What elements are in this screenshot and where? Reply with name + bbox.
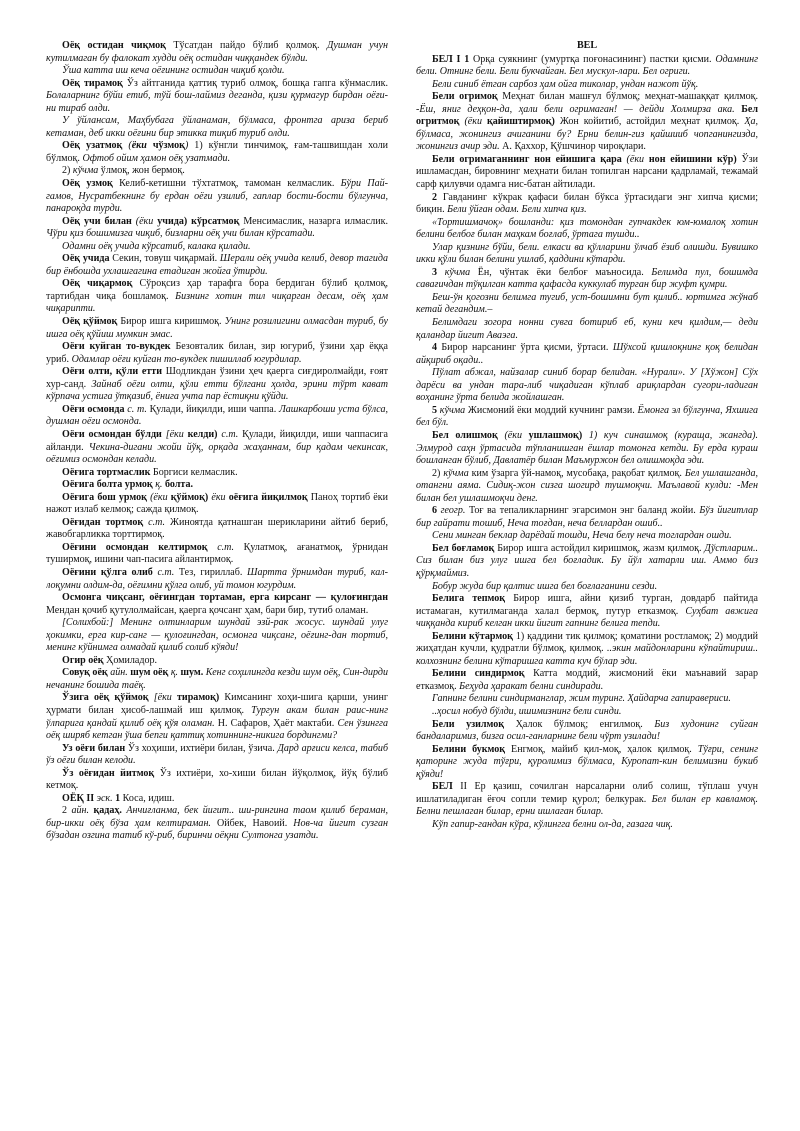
paragraph-fragment: Улар қизнинг бўйи, бели. елкаси ва қўлларини ўлчаб ёзиб олишди. Бувишко икки қўли билан белини ушлаб, қаддини кўтарди. [416,241,758,266]
dictionary-paragraph [46,793,388,806]
dictionary-paragraph [416,581,758,594]
dictionary-paragraph [416,192,758,217]
paragraph-fragment: Одамлар оёғи куйган то-вукдек пишиллаб югурдилар. [71,353,302,365]
dictionary-paragraph [46,65,388,78]
paragraph-fragment: Биз худонинг суйган бандаларимиз, бизга осил-ганларнинг бели чўрт узилади! [416,718,758,743]
paragraph-fragment: Белини синдирмоқ Катта моддий, жисмоний ёки маънавий зарар етказмоқ. [416,668,758,692]
paragraph-fragment: Беш-ўн қогозни белимга тугиб, уст-бошимни бут қилиб.. юртимга жўнаб кетай дегандим.– [416,291,758,316]
dictionary-paragraph [46,140,388,165]
paragraph-fragment: Белимдаги зогора нонни сувга ботириб еб, куни кеч қилдим,— деди қаландар йигит Аваэга. [416,317,758,341]
dictionary-paragraph [416,530,758,543]
paragraph-fragment: Кенг соҳилингда кезди шум оёқ, Син-дирди нечанинг бошида таёқ. [46,667,388,691]
paragraph-fragment: У ўйлансам, Маҳбубага ўйланаман, бўлмаса, фронтга ариза бериб кетаман, деб икки оёғини бир этикка тиқиб туриб олди. [46,115,388,139]
paragraph-fragment: Тўғри, сенинг қаторинг жуда тўғри, қуролимиз бўлмаса, Куропат-кин белимизни букиб қўяди! [416,743,758,780]
paragraph-fragment: Оёғи олти, қўли етти Шодликдан ўзини ҳеч қаерга сиғдиролмайди, ғоят хур-санд. [46,366,388,390]
paragraph-fragment: Оёғи куйган то-вукдек Безовталик билан, зир югуриб, ўзини ҳар ёққа уриб. [46,341,388,365]
paragraph-fragment: Оёғини осмондан келтирмоқ с.т. Қулатмоқ, ағанатмоқ, ўрнидан туширмоқ, ишини чап-пасига айлантирмоқ. [46,541,388,566]
dictionary-paragraph [416,242,758,267]
dictionary-paragraph [46,429,388,467]
paragraph-fragment: Белини букмоқ Енгмоқ, майиб қил-моқ, ҳалок қилмоқ. [432,743,698,755]
dictionary-paragraph [46,768,388,793]
dictionary-paragraph [46,115,388,140]
dictionary-paragraph [46,165,388,178]
paragraph-fragment: -Ёш, яниг деҳқон-да, ҳали бели огримаган! — дейди Холмирза ака. [416,103,735,115]
paragraph-fragment: Зайнаб оёғи олти, қўли етти бўлгани ҳолда, эрини тўрт кават кўрпача устига ўтқазиб, ёнига учта пар ёстиқни қўйди. [46,378,388,403]
dictionary-paragraph [46,592,388,617]
dictionary-paragraph [416,781,758,819]
dictionary-paragraph [416,593,758,631]
dictionary-paragraph [416,430,758,468]
dictionary-paragraph [416,91,758,154]
paragraph-fragment: Оёғига тортмаслик Боргиси келмаслик. [62,466,238,478]
dictionary-paragraph [416,819,758,832]
paragraph-fragment: Ўзига оёқ қўймоқ [ёки тирамоқ) Кимсанинг хоҳи-шига қарши, унинг ҳурмати билан ҳисоб-лашмай иш қилмоқ. [46,692,388,716]
right-column [416,40,758,1118]
paragraph-fragment: Офтоб ойим ҳамон оёқ узатмади. [82,152,231,164]
dictionary-paragraph [416,505,758,530]
dictionary-paragraph [46,404,388,429]
paragraph-fragment: [Солихбой:] Менинг олтинларим шундай эзй-рак жосус. шундай улуг ҳокимки, ерга кир-санг — қулоғингдан, осмонга чиқсанг, оёғинг-дан тортиб, менинг кўйнимга олмадай қилиб солиб кўяди! [46,617,388,654]
paragraph-fragment: Гапнинг белини синдирманглар, жим туринг. Ҳайдарча гапиравериси. [432,693,731,705]
paragraph-fragment: 2) [62,165,73,177]
paragraph-fragment: Оёғидан тортмоқ с.т. Жиноятда қатнашган шерикларини айтиб бериб, жавобгарликка торттирмоқ. [46,516,388,541]
dictionary-paragraph [416,693,758,706]
dictionary-paragraph [416,217,758,242]
paragraph-fragment: Бизнинг хотин тил чиқарган десам, оёқ ҳам чиқарипти. [46,290,388,315]
dictionary-paragraph [416,54,758,79]
paragraph-fragment: Оёғи осмонда с. т. Қулади, йиқилди, иши чаппа. [62,403,279,415]
paragraph-fragment: Одамнинг бели. Отнинг бели. Бели букчайган. Бел мускул-лари. Бел огриги. [416,53,758,78]
paragraph-fragment: Суҳбат авжига чиққанда кириб келган икки йигит гапнинг белига тепди. [416,605,758,630]
paragraph-fragment: кўчма ким ўзарга ўй-намоқ, мусобақа, рақобат қилмоқ. [443,467,685,479]
dictionary-paragraph [416,405,758,430]
dictionary-paragraph [46,253,388,278]
dictionary-paragraph [46,479,388,492]
paragraph-fragment: 5 [432,404,438,416]
dictionary-paragraph [416,367,758,405]
dictionary-paragraph [416,267,758,292]
paragraph-fragment: геогр. Тоғ ва тепаликларнинг эгарсимон энг баланд жойи. [440,505,700,517]
paragraph-fragment: Пўлат абжал, найзалар синиб борар белидан. «Нурали». У [Хўжон] Сўх дарёси ва ундан тара-либ чиқадиган кўплаб ариқлардан сугори-ладиган воҳанинг ўрта белида жойлашган. [416,367,758,404]
paragraph-fragment: Белига тепмоқ Бирор ишга, айни қизиб турган, довдарб пайтида истамаган, кутилмаганда халал бермоқ, путур етказмоқ. [416,593,758,617]
paragraph-fragment: кўчма ўлмоқ, жон бермоқ. [72,165,185,177]
dictionary-paragraph [46,178,388,216]
dictionary-paragraph [46,517,388,542]
paragraph-fragment: Бели узилмоқ Ҳалок бўлмоқ; енгилмоқ. [432,718,655,730]
dictionary-paragraph [416,719,758,744]
dictionary-paragraph [46,743,388,768]
dictionary-paragraph [46,692,388,742]
dictionary-paragraph [46,316,388,341]
paragraph-fragment: айн. қадаҳ. [71,805,122,817]
paragraph-fragment: Беҳуда ҳаракат белни синдиради. [459,680,604,692]
paragraph-fragment: 2 [62,805,72,817]
dictionary-paragraph [416,706,758,719]
paragraph-fragment: Совуқ оёқ айн. шум оёқ қ. шум. [62,667,204,679]
dictionary-paragraph [46,492,388,517]
paragraph-fragment: Одамни оёқ учида кўрсатиб, калака қилади. [62,240,251,252]
paragraph-fragment: Бели синиб ётган сарбоз ҳам ойга тиколар, ундан нажот йўқ. [432,78,699,90]
paragraph-fragment: Оёқ чиқармоқ Сўроқсиз ҳар тарафга бора бердиган бўлиб қолмоқ, тартибдан чиқа бошламоқ. [46,278,388,302]
paragraph-fragment: Душман учун кутилмаган бу фалокат худди оёқ остидан чиққандек бўлди. [46,40,388,64]
paragraph-fragment: Шўхсой қишлоқнинг қоқ белидан айқириб оқади.. [416,342,758,366]
dictionary-paragraph [46,40,388,65]
paragraph-fragment: Шерали оёқ учида келиб, девор тагида бир ёнбошда ухлашгагина етадиган жойга ўтирди. [46,253,388,277]
dictionary-paragraph [416,317,758,342]
dictionary-page [46,40,758,1118]
dictionary-paragraph [46,667,388,692]
paragraph-fragment: Оёқ учида Секин, товуш чиқармай. [62,253,220,265]
dictionary-paragraph [416,744,758,782]
dictionary-paragraph [46,278,388,316]
paragraph-fragment: Ўз оёғидан йитмоқ Ўз ихтиёри, хо-хиши билан йўқолмоқ, йўқ бўлиб кетмоқ. [46,767,388,792]
paragraph-fragment: 2 Гавданинг кўкрак қафаси билан бўкса ўртасидаги энг хипча қисми; биқин. [416,191,758,216]
paragraph-fragment: Дард арғиси келса, табиб ўз оёғи билан келоди. [46,742,388,767]
paragraph-fragment: Чекина-дигани жойи йўқ, орқада жаҳаннам, бир қадам чекинсак, оёғимиз осмондан келади. [46,441,388,466]
paragraph-fragment: Кўп гапир-гандан кўра, кўлингга белни ол-да, газага чиқ. [432,818,673,830]
paragraph-fragment: Шартта ўрнимдан туриб, кал-лоқумни олдим-да, оёғимни қўлга олиб, уй томон югурдим. [46,566,388,591]
dictionary-paragraph [46,617,388,655]
dictionary-paragraph [46,467,388,480]
paragraph-fragment: Сени минган беклар дарёдай тошди, Неча белу неча тоглардан ошди. [432,530,732,542]
running-head: BEL [576,40,598,51]
paragraph-fragment: Бел огритмоқ (ёки қайиштирмоқ) Жон койитиб, астойдил меҳнат қилмоқ. [416,103,758,128]
paragraph-fragment: 4 Бирор нарсанинг ўрта қисми, ўртаси. [432,342,613,354]
paragraph-fragment: кўчма Ён, чўнтак ёки белбоғ маъносида. [444,266,652,278]
paragraph-fragment: Бўз йигитлар бир гайрати тошиб, Неча тоғдан, неча беллардан ошиб.. [416,505,758,529]
dictionary-paragraph [46,542,388,567]
dictionary-paragraph [416,631,758,669]
paragraph-fragment: Огир оёқ Ҳомиладор. [62,654,158,666]
paragraph-fragment: Бел олишмоқ (ёки ушлашмоқ) 1) куч синашмоқ (кураща, жангда). Элмурод саҳн ўртасида тўпланишган ёшлар томонга кетди. Бу ерда кураш бошланган бўлиб, Давлатёр билан Маъмуржон бел олишмоқда эди. [416,429,758,467]
paragraph-fragment: Унинг розилигини олмасдан туриб, бу ишга оёқ қўйиш мумкин эмас. [46,316,388,340]
paragraph-fragment: Белимда пул, бошимда савағичдан тўқилган катта қафасда куккулаб турган бир жуфт қумри. [416,266,758,291]
paragraph-fragment: Оёқ узатмоқ [62,140,123,152]
dictionary-paragraph [416,154,758,192]
paragraph-fragment: Нов-ча йигит сузган бўзадан озгина татиб кў-риб, биринчи оёқни Султонга узатди. [46,817,388,842]
paragraph-fragment: Оёқ остидан чиқмоқ Тўсатдан пайдо бўлиб қолмоқ. [62,40,327,51]
paragraph-fragment: 3 [432,266,438,278]
paragraph-fragment: Бели ўйған одам. Бели хипча қиз. [447,204,587,216]
paragraph-fragment: Бел боғламоқ Бирор ишга астойдил киришмоқ, жазм қилмоқ. [432,542,705,554]
paragraph-fragment: Бел билан ер кавламоқ. Белни пешлаган билар, ерни ишлаган билар. [416,793,758,818]
dictionary-paragraph [416,342,758,367]
paragraph-fragment: Бўри Пай-гамов, Нусратбекнинг бу ердан оёғи узилиб, гаплар бости-бости бўлгунча, панароқда турди. [46,178,388,215]
paragraph-fragment: Оёқ тирамоқ Ўз айтганида қаттиқ туриб олмоқ, бошқа гапга кўнмаслик. [62,77,388,89]
paragraph-fragment: «Тортишмачоқ» бошланди: қиз томондан гупчакдек юм-юмалоқ хотин белини белбоғ билан маҳкам боғлаб, ўртага тушди.. [416,216,758,241]
paragraph-fragment: Бел ушлашганда, отангни аяма. Сидиқ-жон сизга шогирд тушмоқчи. Маълавой кулди: -Мен билан бел ушлашмоқчи денг. [416,467,758,504]
left-column [46,40,388,1118]
dictionary-paragraph [46,216,388,241]
paragraph-fragment: Бели огримаганнинг нон ейишига қара (ёки нон ейишини кўр) Ўзи ишламасдан, бировнинг меҳнати билан топилган нарсани қадрламай, тежамай сарф қилувчи одамга нис-батан айтилади. [416,153,758,191]
paragraph-fragment: БЕЛ II Ер қазиш, сочилган нарсаларни олиб солиш, тўплаш учун ишлатиладиган ёғоч сопли темир қурол; белкурак. [416,781,758,805]
paragraph-fragment: Оёғига бош урмоқ (ёки қўймоқ) ёки оёғига йиқилмоқ Паноҳ тортиб ёки нажот излаб келмоқ; сажда қилмоқ. [46,491,388,516]
paragraph-fragment: Бобур жуда бир қалтис ишга бел боғлаганини сезди. [432,580,658,592]
paragraph-fragment: Оёқ қўймоқ Бирор ишга киришмоқ. [62,316,225,328]
dictionary-paragraph [416,292,758,317]
paragraph-fragment: Оёғини қўлга олиб с.т. Тез, гириллаб. [62,566,247,578]
paragraph-fragment: Белини кўтармоқ 1) қаддини тик қилмоқ; қоматини ростламоқ; 2) моддий жиҳатдан кучли, қудратли бўлмоқ, қилмоқ. [416,630,758,655]
paragraph-fragment: Анчиғланма, бек йигит.. ши-рингина таом қилиб бераман, бир-икки оёқ бўза ҳам келтираман. Ойбек, Навоий. [46,805,388,829]
paragraph-fragment: (ёки чўзмоқ) 1) кўнгли тинчимоқ, ғам-ташвишдан холи бўлмоқ. [46,140,388,164]
paragraph-fragment: Оёқ узмоқ Келиб-кетишни тўхтатмоқ, тамоман келмаслик. [62,178,341,190]
paragraph-fragment: 2) [432,467,444,479]
paragraph-fragment: Ёмонга эл бўлгунча, Яхшига бел бўл. [416,404,758,429]
paragraph-fragment: ОЁҚ II эск. 1 Коса, идиш. [62,792,175,804]
paragraph-fragment: Оёғи осмондан бўлди [ёки келди) с.т. Қулади, йиқилди, иши чаппасига айланди. [46,428,388,453]
paragraph-fragment: 6 [432,505,438,517]
dictionary-paragraph [46,78,388,116]
paragraph-fragment: кўчма Жисмоний ёки моддий кучнинг рамзи. [439,404,638,416]
paragraph-fragment: Ўша катта иш кеча оёғининг остидан чиқиб қолди. [62,65,285,77]
paragraph-fragment: Уз оёғи билан Ўз хоҳиши, ихтиёри билан, ўзича. [62,742,278,754]
paragraph-fragment: ..ҳосил нобуд бўлди, ишимизнинг бели синди. [432,705,622,717]
paragraph-fragment: Бели огримоқ Меҳнат билан машғул бўлмоқ; меҳнат-машаққат қилмоқ. [432,91,758,103]
dictionary-paragraph [46,341,388,366]
dictionary-paragraph [46,567,388,592]
dictionary-paragraph [416,468,758,506]
paragraph-fragment: Осмонга чиқсанг, оёғингдан тортаман, ерга кирсанг — қулоғингдан Мендан қочиб қутулолмайсан, қаерга қочсанг ҳам, бари бир, тутиб оламан. [46,592,388,616]
dictionary-paragraph [416,543,758,581]
dictionary-paragraph [46,241,388,254]
dictionary-paragraph [416,668,758,693]
paragraph-fragment: Дўстларим.. Сиз билан биз улуг ишга бел боғладик. Бу йўл хатарли иш. Аммо биз қўрқмаймиз. [416,542,758,579]
paragraph-fragment: Сен ўзингга оёқ ширяб кетган ўша бепги қаттиқ хотиннинг-никига бордингми? [46,717,388,742]
paragraph-fragment: Болаларнинг бўйи етиб, тўй бош-лаймиз деганда, қизи қурмагур бирдан оёғи-ни тираб олди. [46,90,388,114]
paragraph-fragment: Оёқ учи билан (ёки учида) кўрсатмоқ Менсимаслик, назарга илмаслик. [62,215,388,227]
paragraph-fragment: Оёғига болта урмоқ қ. болта. [62,479,193,491]
paragraph-fragment: Лашкарбоши уста бўлса, душман оёғи осмонда. [46,403,388,428]
dictionary-paragraph [46,655,388,668]
dictionary-paragraph [46,366,388,404]
paragraph-fragment: ..экин майдонларини кўпайтириш.. колхознинг белини кўтаришга катта куч бўлар эди. [416,643,758,667]
paragraph-fragment: Чўри қиз бошимизга чиқиб, бизларни оёқ учи билан кўрсатади. [46,228,315,240]
dictionary-paragraph [416,79,758,92]
paragraph-fragment: Тургун акам билан раис-нинг ўлпарига қандай қилиб оёқ қўя оламан. Н. Сафаров, Ҳаёт мактаби. [46,704,388,729]
paragraph-fragment: Ҳа, бўлмаса, жонингиз ачиганини бу? Ерни белин-гиз қайшииб чопганингизда, жонингиз ачир эди. А. Қаххор, Қўшчинор чироқлари. [416,116,758,153]
dictionary-paragraph [46,805,388,843]
paragraph-fragment: БЕЛ I 1 Орқа суякнинг (умуртқа поғонасининг) пастки қисми. [432,53,716,65]
